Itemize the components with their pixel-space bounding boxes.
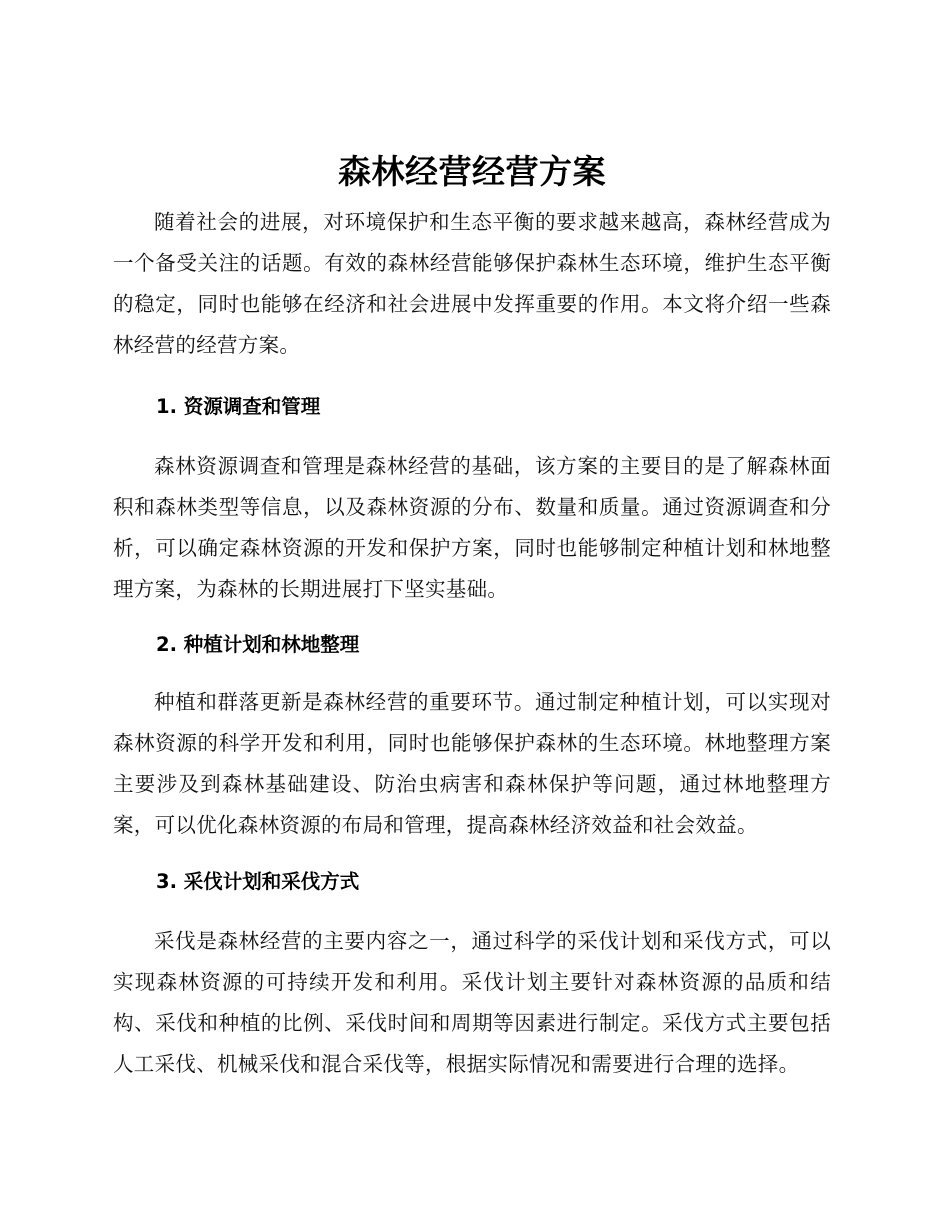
section-body-1: 森林资源调查和管理是森林经营的基础，该方案的主要目的是了解森林面积和森林类型等信息，以及森林资源的分布、数量和质量。通过资源调查和分析，可以确定森林资源的开发和保护方案，同时也能够制定种植计划和林地整理方案，为森林的长期进展打下坚实基础。 xyxy=(113,454,831,601)
section-heading-1: 1. 资源调查和管理 xyxy=(156,395,321,418)
section-heading-3: 3. 采伐计划和采伐方式 xyxy=(156,870,360,893)
document-title: 森林经营经营方案 xyxy=(338,152,606,191)
section-body-3: 采伐是森林经营的主要内容之一，通过科学的采伐计划和采伐方式，可以实现森林资源的可持续开发和利用。采伐计划主要针对森林资源的品质和结构、采伐和种植的比例、采伐时间和周期等因素进行制定。采伐方式主要包括人工采伐、机械采伐和混合采伐等，根据实际情况和需要进行合理的选择。 xyxy=(113,929,831,1076)
document-page xyxy=(113,146,831,1085)
intro-paragraph: 随着社会的进展，对环境保护和生态平衡的要求越来越高，森林经营成为一个备受关注的话题。有效的森林经营能够保护森林生态环境，维护生态平衡的稳定，同时也能够在经济和社会进展中发挥重要的作用。本文将介绍一些森林经营的经营方案。 xyxy=(113,210,831,357)
section-body-2: 种植和群落更新是森林经营的重要环节。通过制定种植计划，可以实现对森林资源的科学开发和利用，同时也能够保护森林的生态环境。林地整理方案主要涉及到森林基础建设、防治虫病害和森林保护等问题，通过林地整理方案，可以优化森林资源的布局和管理，提高森林经济效益和社会效益。 xyxy=(113,690,831,837)
section-heading-2: 2. 种植计划和林地整理 xyxy=(156,633,360,656)
